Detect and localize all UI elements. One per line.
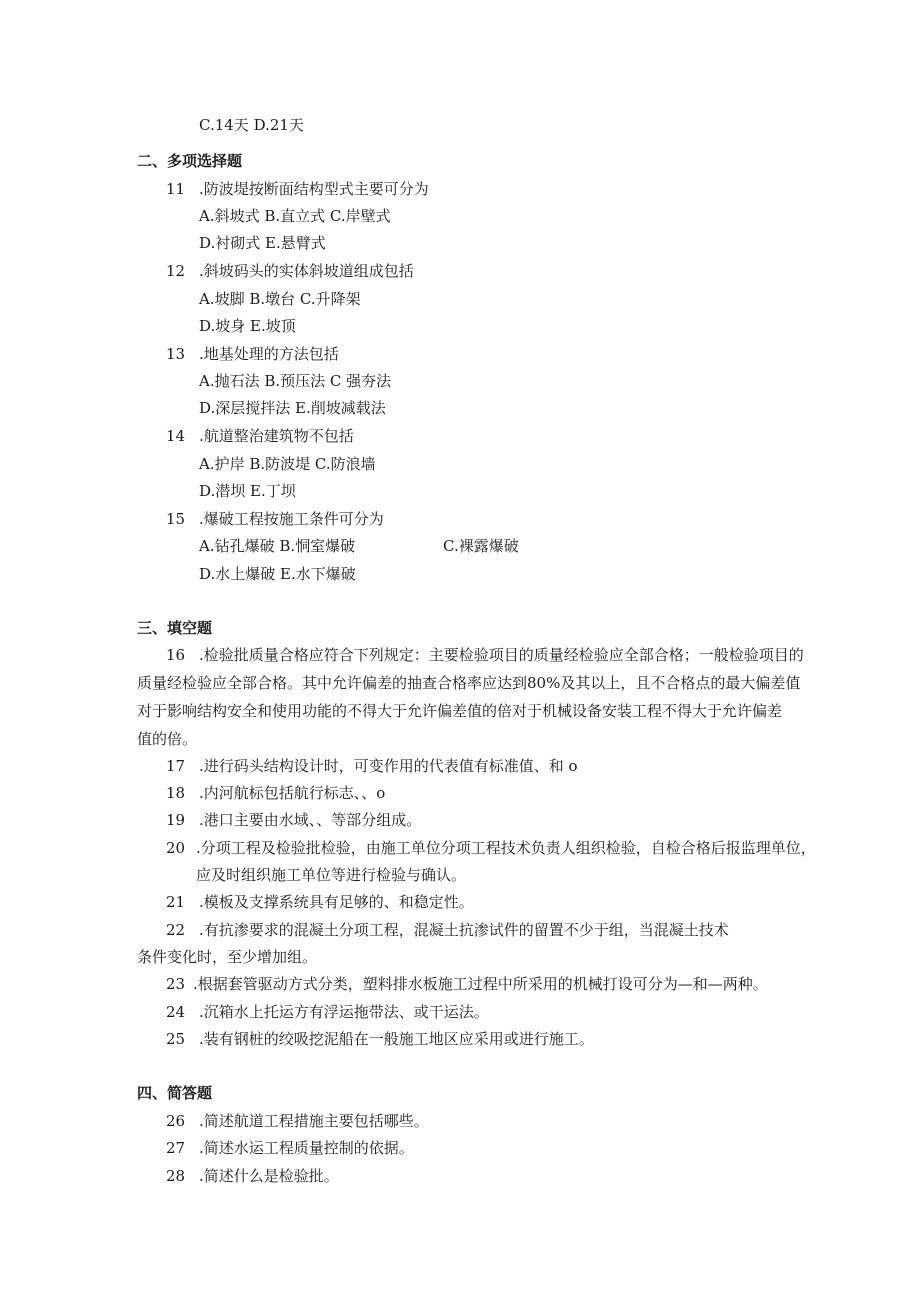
question-text: .斜坡码头的实体斜坡道组成包括 bbox=[199, 262, 414, 280]
question-text: .模板及支撑系统具有足够的、和稳定性。 bbox=[199, 893, 474, 911]
options-line: A.护岸 B.防波堤 C.防浪墙 bbox=[199, 455, 376, 473]
question-number: 25 bbox=[166, 1030, 186, 1048]
question-text: .防波堤按断面结构型式主要可分为 bbox=[199, 180, 429, 198]
section-heading-short-answer: 四、简答题 bbox=[137, 1084, 213, 1102]
options-line: C.14天 D.21天 bbox=[199, 116, 304, 134]
question-number: 26 bbox=[166, 1112, 186, 1130]
question-text: .分项工程及检验批检验，由施工单位分项工程技术负责人组织检验，自检合格后报监理单位， bbox=[196, 839, 816, 857]
question-text: 应及时组织施工单位等进行检验与确认。 bbox=[196, 866, 467, 884]
question-text: 对于影响结构安全和使用功能的不得大于允许偏差值的倍对于机械设备安装工程不得大于允许偏差 bbox=[137, 702, 783, 720]
question-text: .地基处理的方法包括 bbox=[199, 345, 339, 363]
question-text: .内河航标包括航行标志、、o bbox=[199, 784, 386, 802]
question-text: 值的倍。 bbox=[137, 730, 198, 748]
options-line: D.潜坝 E.丁坝 bbox=[199, 482, 296, 500]
question-text: 条件变化时，至少增加组。 bbox=[137, 948, 318, 966]
question-number: 23 bbox=[166, 975, 186, 993]
question-number: 16 bbox=[166, 646, 186, 664]
question-text: .装有钢桩的绞吸挖泥船在一般施工地区应采用或进行施工。 bbox=[199, 1030, 594, 1048]
question-number: 17 bbox=[166, 757, 186, 775]
question-number: 21 bbox=[166, 893, 186, 911]
question-number: 24 bbox=[166, 1003, 186, 1021]
options-line-c: C.裸露爆破 bbox=[443, 537, 519, 555]
question-text: .港口主要由水域、、等部分组成。 bbox=[199, 811, 422, 829]
question-text: .检验批质量合格应符合下列规定：主要检验项目的质量经检验应全部合格；一般检验项目的 bbox=[199, 646, 804, 664]
question-number: 20 bbox=[166, 839, 186, 857]
options-line: A.坡脚 B.墩台 C.升降架 bbox=[199, 290, 361, 308]
question-number: 14 bbox=[166, 427, 186, 445]
question-text: .爆破工程按施工条件可分为 bbox=[199, 510, 384, 528]
question-text: 质量经检验应全部合格。其中允许偏差的抽查合格率应达到80%及其以上，且不合格点的最大偏差值 bbox=[137, 674, 801, 692]
question-number: 28 bbox=[166, 1167, 186, 1185]
options-line: D.深层搅拌法 E.削坡减载法 bbox=[199, 399, 386, 417]
question-number: 12 bbox=[166, 262, 186, 280]
question-number: 11 bbox=[166, 180, 186, 198]
options-line: A.钻孔爆破 B.恫室爆破 bbox=[199, 537, 356, 555]
question-text: .有抗渗要求的混凝土分项工程，混凝土抗渗试件的留置不少于组，当混凝土技术 bbox=[199, 921, 729, 939]
options-line: A.斜坡式 B.直立式 C.岸壁式 bbox=[199, 207, 391, 225]
question-number: 22 bbox=[166, 921, 186, 939]
question-text: .航道整治建筑物不包括 bbox=[199, 427, 354, 445]
options-line: D.水上爆破 E.水下爆破 bbox=[199, 565, 356, 583]
section-heading-multiple-choice: 二、多项选择题 bbox=[137, 152, 243, 170]
question-text: .进行码头结构设计时，可变作用的代表值有标准值、和 o bbox=[199, 757, 578, 775]
question-text: .简述航道工程措施主要包括哪些。 bbox=[199, 1112, 429, 1130]
question-text: .简述水运工程质量控制的依据。 bbox=[199, 1139, 414, 1157]
question-number: 18 bbox=[166, 784, 186, 802]
question-number: 19 bbox=[166, 811, 186, 829]
question-number: 15 bbox=[166, 510, 186, 528]
question-number: 27 bbox=[166, 1139, 186, 1157]
options-line: D.衬砌式 E.悬臂式 bbox=[199, 234, 326, 252]
options-line: D.坡身 E.坡顶 bbox=[199, 317, 296, 335]
question-number: 13 bbox=[166, 345, 186, 363]
options-line: A.抛石法 B.预压法 C 强夯法 bbox=[199, 372, 392, 390]
question-text: .根据套管驱动方式分类，塑料排水板施工过程中所采用的机械打设可分为—和—两种。 bbox=[193, 975, 768, 993]
question-text: .沉箱水上托运方有浮运拖带法、或干运法。 bbox=[199, 1003, 489, 1021]
section-heading-fill-in: 三、填空题 bbox=[137, 619, 213, 637]
question-text: .简述什么是检验批。 bbox=[199, 1167, 339, 1185]
